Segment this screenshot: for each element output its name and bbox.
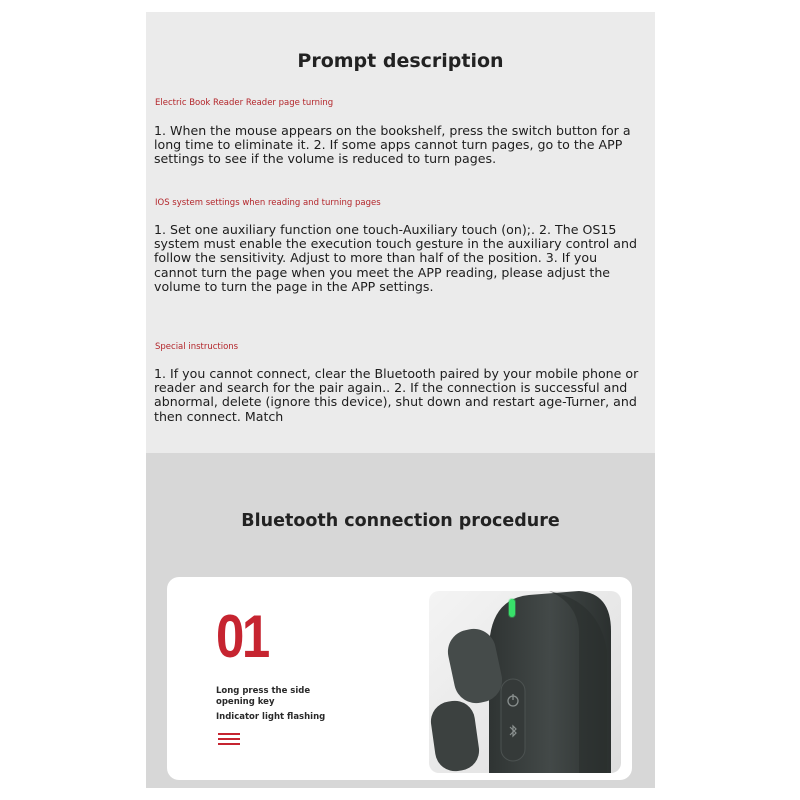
step-number: 01 [216, 603, 268, 670]
side-key-lower [429, 698, 482, 773]
page-turner-device-illustration [429, 591, 621, 773]
bluetooth-title: Bluetooth connection procedure [241, 511, 560, 531]
control-strip [501, 679, 525, 761]
step-instruction-line3: Indicator light flashing [216, 712, 326, 722]
step-card [167, 577, 632, 780]
section-label-ebook: Electric Book Reader Reader page turning [155, 98, 334, 108]
section-text-special: 1. If you cannot connect, clear the Bluetooth paired by your mobile phone or reader and search for the pair again.. 2. If the connection is successful and abnormal, delete (ignore this device), shut down and restart age-Turner, and then connect. Match [154, 366, 639, 424]
step-instruction-line2: opening key [216, 697, 275, 707]
menu-icon [218, 733, 240, 745]
step-instruction-line1: Long press the side [216, 686, 311, 696]
section-text-ebook: 1. When the mouse appears on the bookshelf, press the switch button for a long time to eliminate it. 2. If some apps cannot turn pages, go to the APP settings to see if the volume is reduced to turn pages. [154, 123, 631, 167]
section-label-special: Special instructions [155, 342, 239, 352]
prompt-panel [146, 12, 655, 453]
prompt-title: Prompt description [297, 50, 504, 72]
bluetooth-panel [146, 453, 655, 788]
section-label-ios: IOS system settings when reading and turning pages [155, 198, 381, 208]
device-photo [429, 591, 621, 773]
section-text-ios: 1. Set one auxiliary function one touch-Auxiliary touch (on);. 2. The OS15 system must enable the execution touch gesture in the auxiliary control and follow the sensitivity. Adjust to more than half of the position. 3. If you cannot turn the page when you meet the APP reading, please adjust the volume to turn the page in the APP settings. [154, 222, 637, 294]
